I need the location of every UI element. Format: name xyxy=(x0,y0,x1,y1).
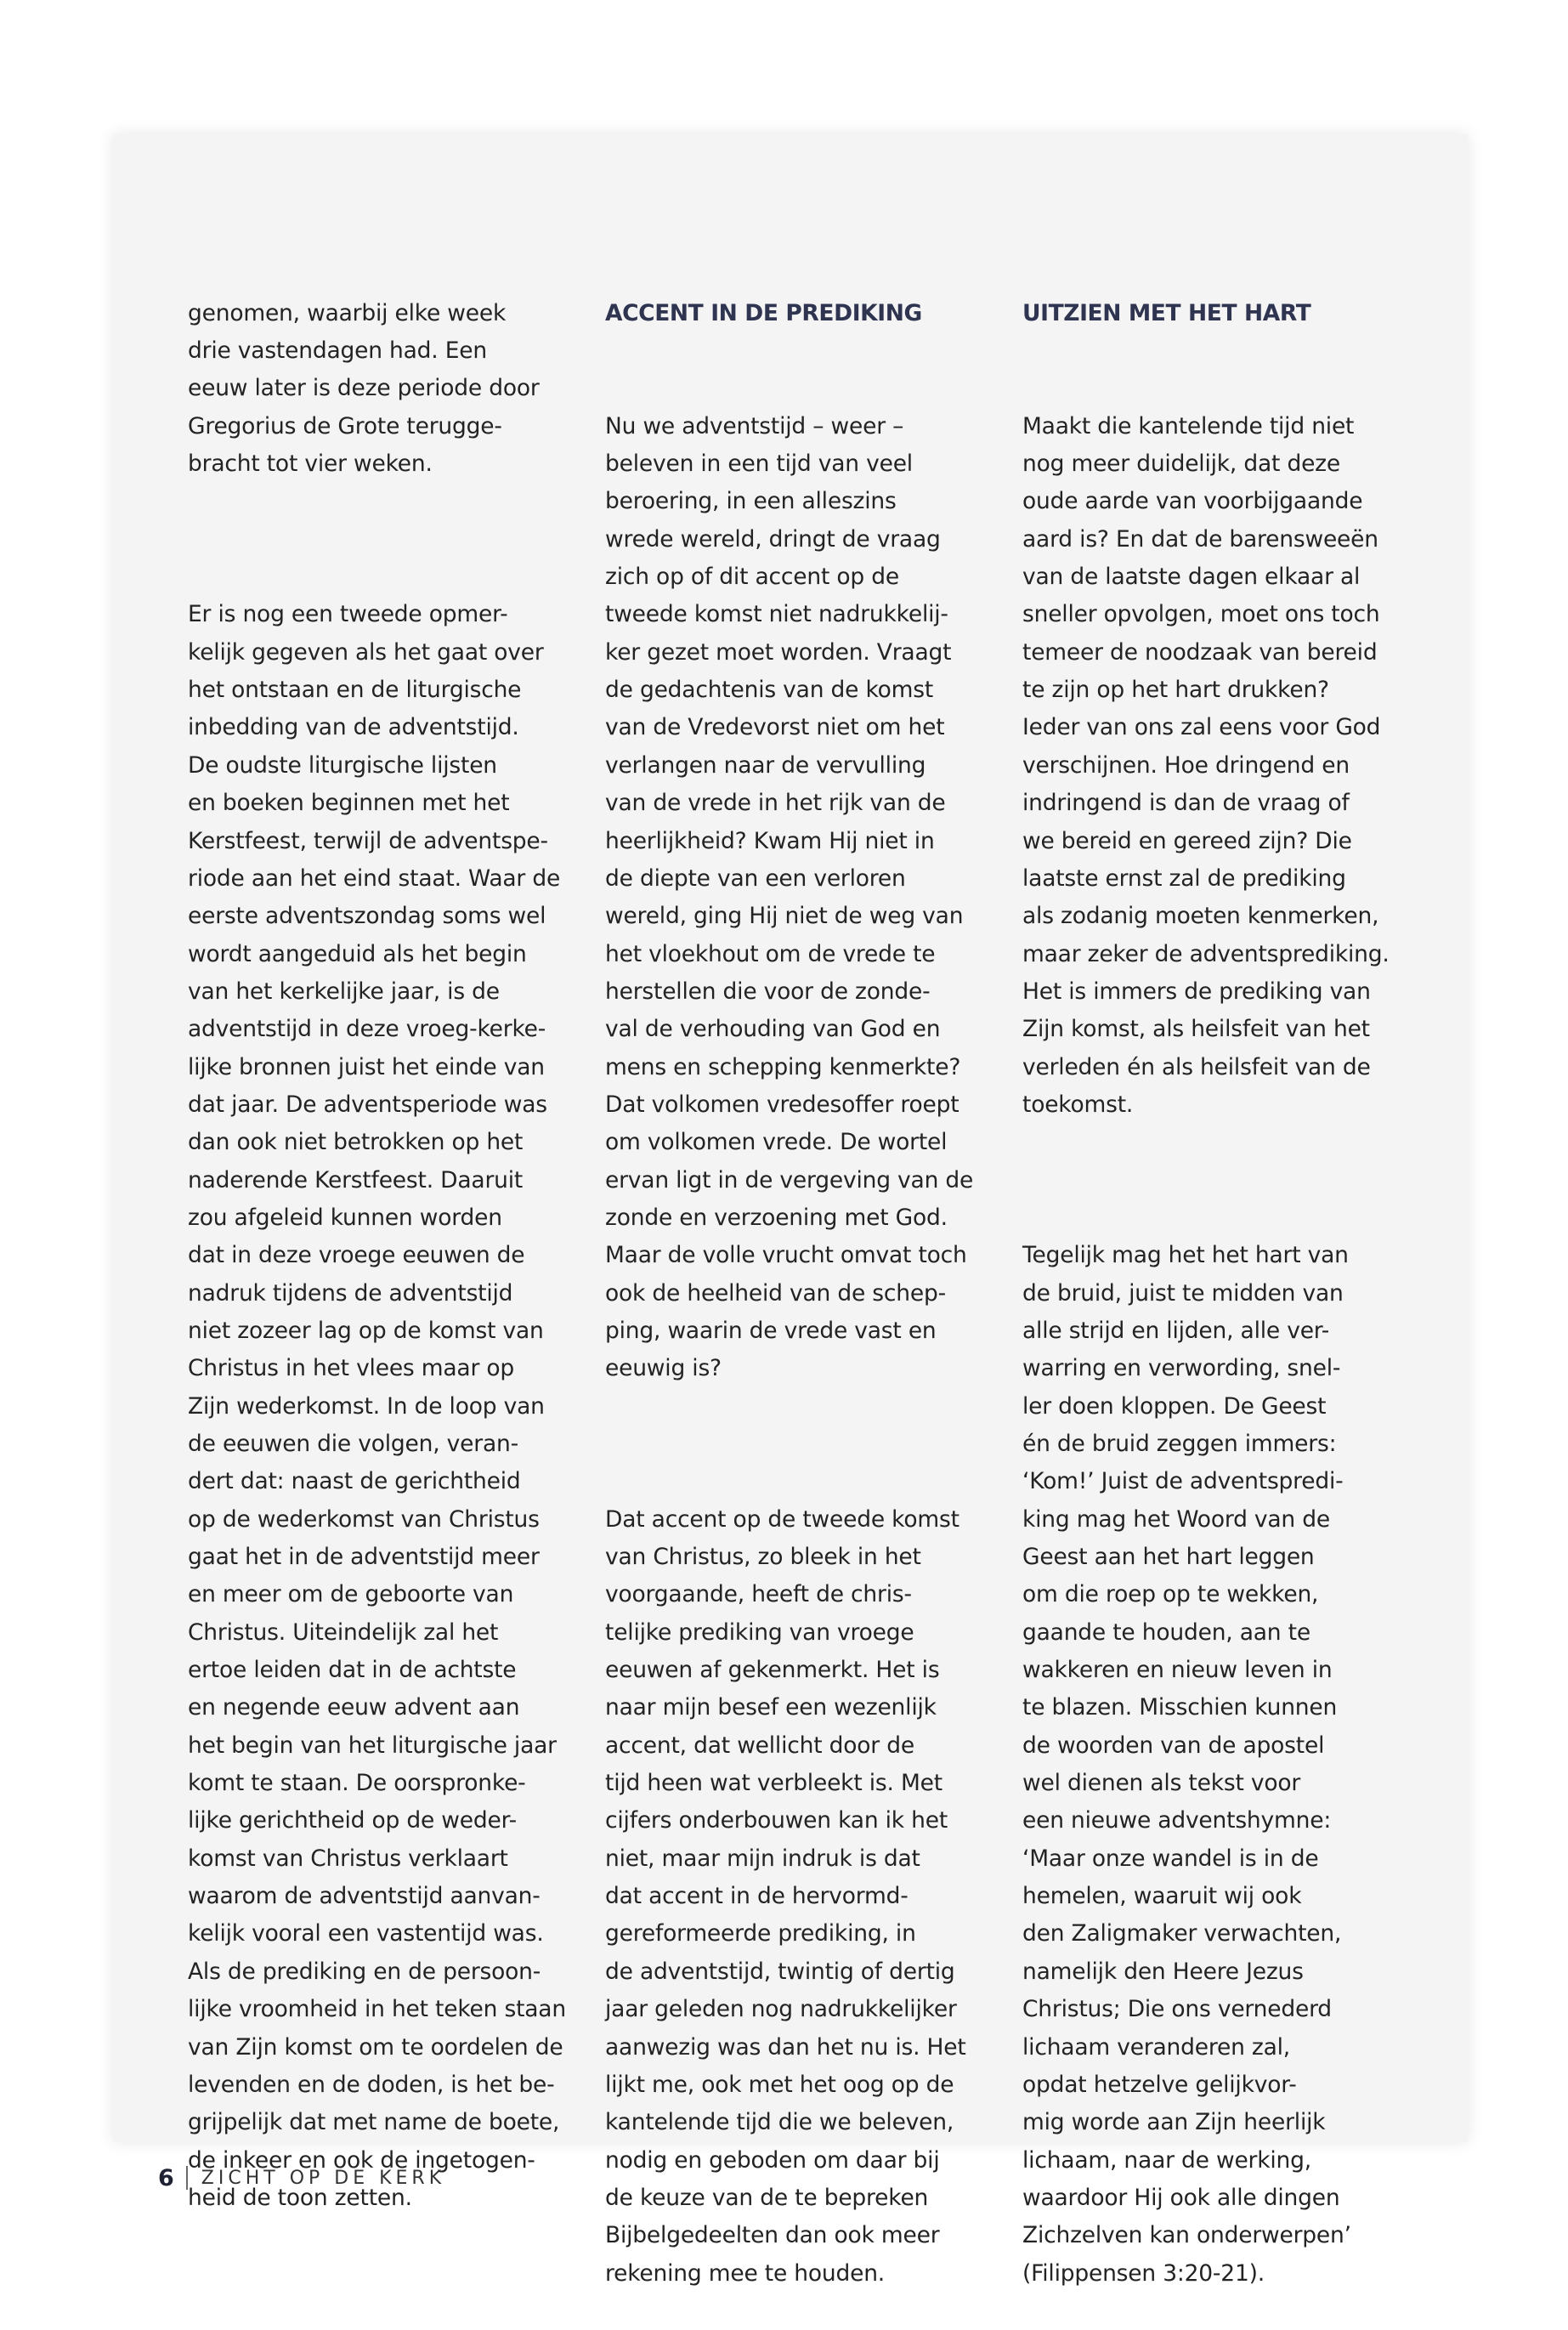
article-column-2 xyxy=(605,219,979,2330)
article-column-3 xyxy=(1022,219,1396,2330)
footer-divider xyxy=(186,2166,188,2190)
paragraph: Maakt die kantelende tijd niet nog meer duidelijk, dat deze oude aarde van voorbijgaande aard is? En dat de barensweeën van de laatste dagen elkaar al sneller opvolgen, moet ons toch temeer de noodzaak van bereid te zijn op het hart drukken? Ieder van ons zal eens voor God verschijnen. Hoe dringend en indringend is dan de vraag of we bereid en gereed zijn? Die laatste ernst zal de prediking als zodanig moeten kenmerken, maar zeker de adventsprediking. Het is immers de prediking van Zijn komst, als heilsfeit van het verleden én als heilsfeit van de toekomst. xyxy=(1022,412,1390,1118)
paragraph: Dat accent op de tweede komst van Christus, zo bleek in het voorgaande, heeft de chris- telijke prediking van vroege eeuwen af gekenmerkt. Het is naar mijn besef een wezenlijk accent, dat wellicht door de tijd heen wat verbleekt is. Met cijfers onderbouwen kan ik het niet, maar mijn indruk is dat dat accent in de hervormd- gereformeerde prediking, in de adventstijd, twintig of dertig jaar geleden nog nadrukkelijker aanwezig was dan het nu is. Het lijkt me, ook met het oog op de kantelende tijd die we beleven, nodig en geboden om daar bij de keuze van de te bepreken Bijbelgedeelten dan ook meer rekening mee te houden. xyxy=(605,1505,966,2287)
section-heading: ACCENT IN DE PREDIKING xyxy=(605,299,922,326)
page-footer xyxy=(158,2163,445,2192)
paragraph: Nu we adventstijd – weer – beleven in een tijd van veel beroering, in een alleszins wrede wereld, dringt de vraag zich op of dit accent op de tweede komst niet nadrukkelij- ker gezet moet worden. Vraagt de gedachtenis van de komst van de Vredevorst niet om het verlangen naar de vervulling van de vrede in het rijk van de heerlijkheid? Kwam Hij niet in de diepte van een verloren wereld, ging Hij niet de weg van het vloekhout om de vrede te herstellen die voor de zonde- val de verhouding van God en mens en schepping kenmerkte? Dat volkomen vredesoffer roept om volkomen vrede. De wortel ervan ligt in de vergeving van de zonde en verzoening met God. Maar de volle vrucht omvat toch ook de heelheid van de schep- ping, waarin de vrede vast en eeuwig is? xyxy=(605,412,974,1382)
page-number: 6 xyxy=(158,2164,174,2191)
section-heading: UITZIEN MET HET HART xyxy=(1022,299,1311,326)
paragraph: Tegelijk mag het het hart van de bruid, juist te midden van alle strijd en lijden, alle ver- warring en verwording, snel- ler doen kloppen. De Geest én de bruid zeggen immers: ‘Kom!’ Juist de adventspredi- king mag het Woord van de Geest aan het hart leggen om die roep op te wekken, gaande te houden, aan te wakkeren en nieuw leven in te blazen. Misschien kunnen de woorden van de apostel wel dienen als tekst voor een nieuwe adventshymne: ‘Maar onze wandel is in de hemelen, waaruit wij ook den Zaligmaker verwachten, namelijk den Heere Jezus Christus; Die ons vernederd lichaam veranderen zal, opdat hetzelve gelijkvor- mig worde aan Zijn heerlijk lichaam, naar de werking, waardoor Hij ook alle dingen Zichzelven kan onderwerpen’ (Filippensen 3:20-21). xyxy=(1022,1242,1351,2287)
article-column-1 xyxy=(188,219,566,2255)
paragraph: Er is nog een tweede opmer- kelijk gegeven als het gaat over het ontstaan en de liturgische inbedding van de adventstijd. De oudste liturgische lijsten en boeken beginnen met het Kerstfeest, terwijl de adventspe- riode aan het eind staat. Waar de eerste adventszondag soms wel wordt aangeduid als het begin van het kerkelijke jaar, is de adventstijd in deze vroeg-kerke- lijke bronnen juist het einde van dat jaar. De adventsperiode was dan ook niet betrokken op het naderende Kerstfeest. Daaruit zou afgeleid kunnen worden dat in deze vroege eeuwen de nadruk tijdens de adventstijd niet zozeer lag op de komst van Christus in het vlees maar op Zijn wederkomst. In de loop van de eeuwen die volgen, veran- dert dat: naast de gerichtheid op de wederkomst van Christus gaat het in de adventstijd meer en meer om de geboorte van Christus. Uiteindelijk zal het ertoe leiden dat in de achtste en negende eeuw advent aan het begin van het liturgische jaar komt te staan. De oorspronke- lijke gerichtheid op de weder- komst van Christus verklaart waarom de adventstijd aanvan- kelijk vooral een vastentijd was. Als de prediking en de persoon- lijke vroomheid in het teken staan van Zijn komst om te oordelen de levenden en de doden, is het be- grijpelijk dat met name de boete, de inkeer en ook de ingetogen- heid de toon zetten. xyxy=(188,601,566,2211)
magazine-name: ZICHT OP DE KERK xyxy=(201,2167,446,2189)
paragraph: genomen, waarbij elke week drie vastendagen had. Een eeuw later is deze periode door Gregorius de Grote terugge- bracht tot vier weken. xyxy=(188,299,540,478)
